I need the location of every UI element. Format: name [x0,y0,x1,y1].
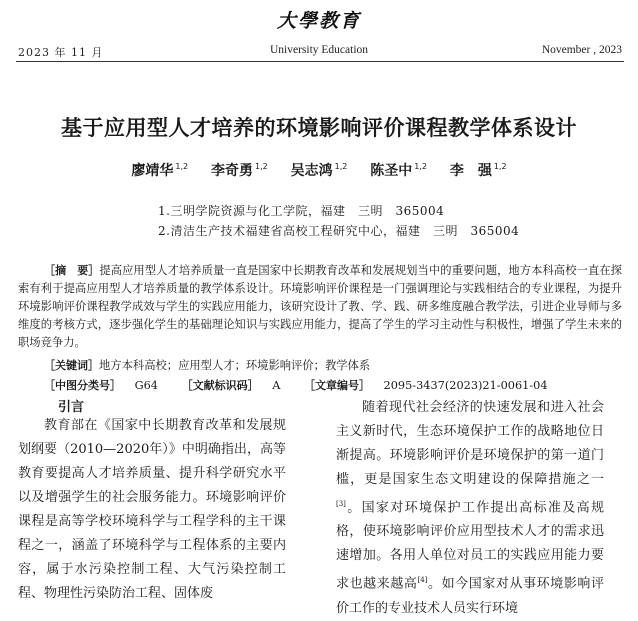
body-column-right: 随着现代社会经济的快速发展和进入社会主义新时代，生态环境保护工作的战略地位日渐提高。环境影响评价是环境保护的第一道门槛，更是国家生态文明建设的保障措施之一[3]。国家对环境保护工作提出高标准及高规格，使环境影响评价应用型技术人才的需求迅速增加。各用人单位对员工的实践应用能力要求也越来越高[4]。如今国家对从事环境影响评价工作的专业技术人员实行环境 [336,400,604,616]
author: 陈圣中 $^{1,2}$ [370,162,427,179]
abstract-label: ［摘 要］ [44,264,100,277]
author: 李 强 $^{1,2}$ [449,162,507,179]
affiliation: 1.三明学院资源与化工学院，福建 三明 365004 [158,204,445,218]
citation: [3] [336,500,346,508]
section-heading: 引言 [58,400,85,415]
issue-date-cn: 2023 年 11 月 [18,46,104,59]
clc-label: ［中图分类号］ [44,379,121,392]
header-rule [16,61,624,62]
journal-name-en: University Education [269,44,369,56]
clc-value: G64 [134,379,158,392]
keywords [44,357,370,373]
author: 李奇勇 $^{1,2}$ [211,162,268,179]
body-column-left: 教育部在《国家中长期教育改革和发展规划纲要（2010—2020年）》中明确指出，高等教育要提高人才培养质量、提升科学研究水平以及增强学生的社会服务能力。环境影响评价课程是高等学校环境科学与工程学科的主干课程之一，涵盖了环境科学与工程体系的主要内容，属于水污染控制工程、大气污染控制工程、物理性污染防治工程、固体废 [18,418,286,601]
author-list [0,160,638,180]
author: 廖靖华 $^{1,2}$ [131,162,189,179]
keywords-text: 地方本科高校；应用型人才；环境影响评价；教学体系 [99,359,371,372]
article-no-label: ［文章编号］ [303,379,370,392]
journal-logo: 大學教育 [276,10,361,32]
doc-code-label: ［文献标识码］ [181,379,259,392]
citation: [4] [417,576,428,585]
affiliation: 2.清洁生产技术福建省高校工程研究中心，福建 三明 365004 [158,224,520,238]
issue-date-en: November , 2023 [541,44,622,56]
article-no-value: 2095-3437(2023)21-0061-04 [383,379,548,392]
paper-title: 基于应用型人才培养的环境影响评价课程教学体系设计 [61,116,577,140]
keywords-label: ［关键词］ [44,359,99,372]
abstract [18,262,622,352]
abstract-text: 提高应用型人才培养质量一直是国家中长期教育改革和发展规划当中的重要问题，地方本科高校一直在探索有利于提高应用型人才培养质量的教学体系设计。环境影响评价课程是一门强调理论与实践相结合的专业课程，为提升环境影响评价课程教学成效与学生的实践应用能力，该研究设计了教、学、践、研多维度融合教学法，引进企业导师与多维度的考核方式，逐步强化学生的基础理论知识与实践应用能力，提高了学生的学习主动性与积极性，增强了学生未来的职场竞争力。 [18,264,623,349]
classification-line [44,377,568,393]
author: 吴志鸿 $^{1,2}$ [290,162,348,179]
doc-code-value: A [272,379,281,392]
